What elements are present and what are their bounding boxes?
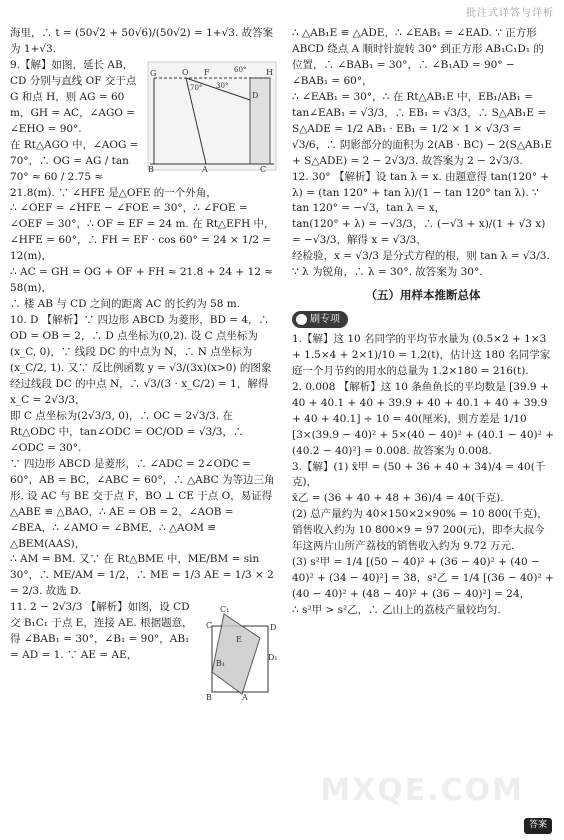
fig11-label-c1: C₁ [220, 605, 230, 615]
right-line-7: 2. 0.008 【解析】这 10 条鱼鱼长的平均数是 [39.9 + 40 + 40.1 + 40 + 39.9 + 40 + 40.1 + 40 + 39.9 + 40 + 40.1] ÷ 10 = 40(厘米)，则方差是 1/10 [3×(39.9 − 40)² + 5×(40 − 40)² + (40.1 − 40)² + (40.2 − 40)²] = 0.008. 故答案为 0.008. [292, 380, 554, 457]
fig9-label-a: A [202, 164, 208, 172]
fig9-label-h: H [266, 67, 273, 77]
left-line-7: ∴ 楼 AB 与 CD 之间的距离 AC 的长约为 58 m. [10, 298, 241, 311]
left-line-12: 11. 2 − 2√3/3 【解析】如图，设 CD 交 B₁C₁ 于点 E，连接 AE. 根据题意，得 ∠BAB₁ = 30°，∠B₁ = 90°，AB₁ = AD = 1. ∵ AE = AE， [10, 601, 193, 662]
fig9-label-b: B [148, 164, 154, 172]
left-column [10, 26, 278, 812]
right-line-6: 1.【解】这 10 名同学的平均节水量为 (0.5×2 + 1×3 + 1.5×4 + 2×1)/10 = 1.2(t)，估计这 180 名同学家庭一个月节约的用水的总量为 1.2×180 = 216(t). [292, 332, 551, 377]
fig9-label-g: G [150, 68, 157, 78]
right-line-9: x̄乙 = (36 + 40 + 48 + 36)/4 = 40(千克). [292, 492, 504, 505]
figure-q9 [146, 60, 278, 172]
right-line-12: ∴ s²甲 > s²乙，∴ 乙山上的荔枝产量较均匀. [292, 604, 501, 617]
fig9-label-c: C [260, 164, 267, 172]
fig11-label-d: D [270, 623, 277, 633]
fig11-label-b: B [206, 693, 212, 703]
badge-label: 刷专项 [310, 313, 340, 325]
fig11-label-b1: B₁ [216, 659, 226, 669]
right-line-8: 3.【解】(1) x̄甲 = (50 + 36 + 40 + 34)/4 = 40(千克)， [292, 460, 546, 489]
left-line-9: 即 C 点坐标为(2√3/3, 0)，∴ OC = 2√3/3. 在 Rt△ODC 中，tan∠ODC = OC/OD = √3/3，∴ ∠ODC = 30°. [10, 409, 244, 454]
left-line-2: 9.【解】如图，延长 AB，CD 分别与直线 OF 交于点 G 和点 H，则 AG = 60 m，GH = AC，∠AGO = ∠EHO = 90°. [10, 58, 137, 135]
fig9-angle-30: 30° [216, 81, 229, 90]
fig9-label-o: O [182, 67, 189, 77]
left-line-1: 海里，∴ t = (50√2 + 50√6)/(50√2) = 1+√3. 故答案为 1+√3. [10, 27, 274, 55]
page-header: 批注式详答与详析 [466, 8, 554, 19]
right-line-5: 经检验，x = √3/3 是分式方程的根，则 tan λ = √3/3. ∵ λ 为锐角，∴ λ = 30°. 故答案为 30°. [292, 250, 550, 279]
left-line-4: ∴ ∠OEF = ∠HFE − ∠FOE = 30°，∴ ∠FOE = ∠OEF = 30°，∴ OF = EF = 24 m. 在 Rt△EFH 中， [10, 202, 275, 231]
fig11-label-d1: D₁ [268, 653, 278, 663]
fig9-angle-60: 60° [234, 65, 247, 74]
section-title: （五）用样本推断总体 [365, 288, 481, 303]
left-line-6: ∴ AC = GH = OG + OF + FH ≈ 21.8 + 24 + 12 ≈ 58(m)， [10, 266, 274, 295]
right-line-1: ∴ △AB₁E ≌ △ADE，∴ ∠EAB₁ = ∠EAD. ∵ 正方形 ABCD 绕点 A 顺时针旋转 30° 到正方形 AB₁C₁D₁ 的位置，∴ ∠BAB₁ = 30°，∴ ∠B₁AD = 90° − ∠BAB₁ = 60°， [292, 27, 544, 87]
right-column [292, 26, 554, 812]
fig11-label-c: C [206, 621, 213, 631]
fig11-label-a: A [242, 693, 248, 703]
right-line-4: tan(120° + λ) = −√3/3，∴ (−√3 + x)/(1 + √3 x) = −√3/3，解得 x = √3/3， [292, 218, 546, 247]
left-line-11: ∴ AM = BM. 又∵ 在 Rt△BME 中，ME/BM = sin 30°，∴ ME/AM = 1/2，∴ ME = 1/3 AE = 1/3 × 2 = 2/3. 故选 D. [10, 553, 274, 598]
watermark: MXQE.COM [320, 773, 524, 809]
left-line-5: ∠HFE = 60°，∴ FH = EF · cos 60° = 24 × 1/2 = 12(m)， [10, 234, 272, 263]
fig9-angle-70: 70° [190, 83, 203, 92]
left-line-10: ∵ 四边形 ABCD 是菱形，∴ ∠ADC = 2∠ODC = 60°，AB = BC，∠ABC = 60°，∴ △ABC 为等边三角形. 设 AC 与 BE 交于点 F，BO ⊥ CE 于点 O，易证得△ABE ≌ △BAO，∴ AE = OB = 2，∠AOB = ∠BEA，∴ ∠AMO = ∠BME，∴ △AOM ≌ △BEM(AAS)， [10, 457, 275, 550]
right-line-2: ∴ ∠EAB₁ = 30°，∴ 在 Rt△AB₁E 中，EB₁/AB₁ = tan∠EAB₁ = √3/3，∴ EB₁ = √3/3，∴ S△AB₁E = S△ADE = 1/2 AB₁ · EB₁ = 1/2 × 1 × √3/3 = √3/6，∴ 阴影部分的面积为 2(AB · BC) − 2(S△AB₁E + S△ADE) = 2 − 2√3/3. 故答案为 2 − 2√3/3. [292, 90, 553, 167]
fig11-label-e: E [236, 635, 242, 645]
left-line-3: 在 Rt△AGO 中，∠AOG = 70°，∴ OG = AG / tan 70° ≈ 60 / 2.75 ≈ 21.8(m). ∵ ∠HFE 是△OFE 的一个外角， [10, 138, 217, 199]
fig9-label-d: D [252, 90, 259, 100]
figure-q9-svg [146, 60, 278, 172]
fig9-label-f: F [204, 67, 210, 77]
right-line-10: (2) 总产量约为 40×150×2×90% = 10 800(千克)，销售收入约为 10 800×9 = 97 200(元)，即李大叔今年这两片山所产荔枝的销售收入约为 9.72 万元. [292, 508, 548, 553]
figure-q11-svg [206, 602, 278, 702]
page-tag: 答案 [524, 818, 552, 834]
right-line-11: (3) s²甲 = 1/4 [(50 − 40)² + (36 − 40)² + (40 − 40)² + (34 − 40)²] = 38，s²乙 = 1/4 [(36 − 40)² + (40 − 40)² + (48 − 40)² + (36 − 40)²] = 24， [292, 556, 554, 601]
figure-q11 [206, 602, 278, 702]
left-line-8: 10. D 【解析】∵ 四边形 ABCD 为菱形，BD = 4，∴ OD = OB = 2，∴ D 点坐标为(0,2). 设 C 点坐标为(x_C, 0)，∵ 线段 DC 的中点为 N，∴ N 点坐标为(x_C/2, 1). 又∵ 反比例函数 y = √3/(3x)(x>0) 的图象经过线段 DC 的中点 N，∴ √3/(3 · x_C/2) = 1，解得 x_C = 2√3/3， [10, 314, 272, 406]
right-line-3: 12. 30° 【解析】设 tan λ = x. 由题意得 tan(120° + λ) = (tan 120° + tan λ)/(1 − tan 120° tan λ). ∵ tan 120° = −√3，tan λ = x， [292, 170, 550, 215]
brush-icon [296, 314, 307, 325]
section-badge [292, 311, 348, 328]
